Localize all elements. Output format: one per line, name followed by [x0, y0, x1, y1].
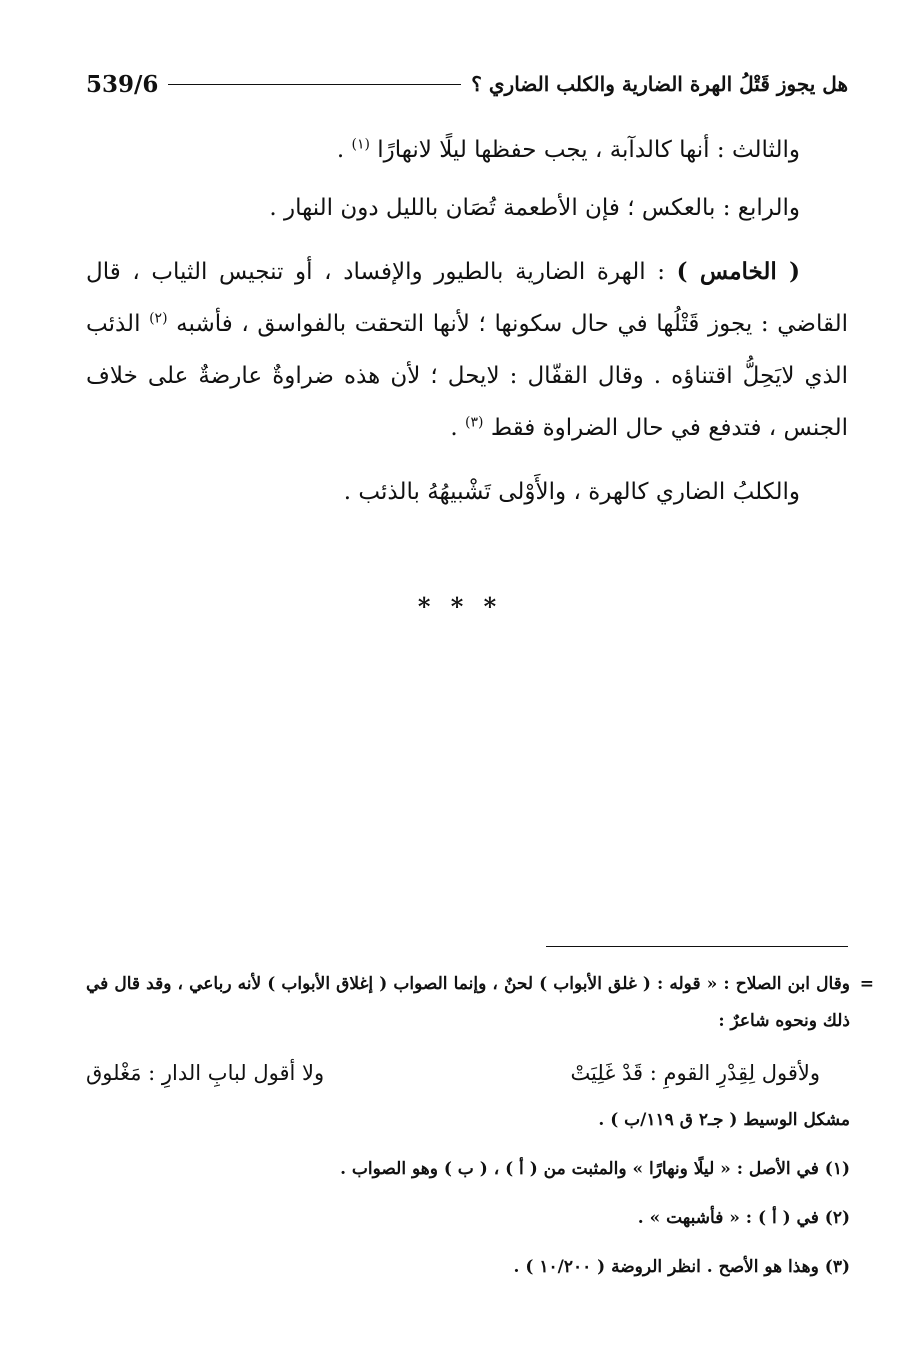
footnote-2: (٢) في ( أ ) : « فأشبهت » . [637, 1208, 850, 1228]
footnote-3: (٣) وهذا هو الأصح . انظر الروضة ( ١٠/٢٠٠ ) . [513, 1257, 850, 1277]
section-separator: * * * [417, 592, 503, 621]
paragraph-third [86, 124, 848, 176]
paragraph-third-end: . [336, 137, 352, 163]
running-title: هل يجوز قَتْلُ الهرة الضارية والكلب الضاري ؟ [471, 72, 848, 96]
main-text [86, 124, 848, 524]
paragraph-dog [86, 466, 848, 518]
poetry-verse [86, 1040, 850, 1102]
footnote-ref-3: (٣) [465, 414, 484, 431]
footnote-1: (١) في الأصل : « ليلًا ونهارًا » والمثبت من ( أ ) ، ( ب ) وهو الصواب . [340, 1159, 850, 1179]
header-rule [168, 84, 461, 85]
paragraph-fifth-text-2: الذئب الذي لايَحِلُّ اقتناؤه . وقال القفّال : لايحل ؛ لأن هذه ضراوةٌ عارضةٌ على خلاف الجنس ، فتدفع في حال الضراوة فقط [86, 311, 848, 441]
verse-second-hemistich: ولا أقول لبابِ الدارِ : مَغْلوق [86, 1061, 325, 1085]
continuation-mark: = [859, 974, 874, 994]
section-label-fifth: ( الخامس ) [676, 258, 800, 285]
running-header [86, 66, 848, 102]
footnote-continuation [86, 966, 874, 1040]
footnote-ref-2: (٢) [149, 310, 168, 327]
footnote-continuation-text: وقال ابن الصلاح : « قوله : ( غلق الأبواب ) لحنٌ ، وإنما الصواب ( إغلاق الأبواب ) لأنه رباعي ، وقد قال في ذلك ونحوه شاعرٌ : [86, 974, 850, 1031]
page-number: 539/6 [86, 70, 159, 98]
paragraph-third-text: والثالث : أنها كالدآبة ، يجب حفظها ليلًا لانهارًا [377, 137, 800, 163]
verse-first-hemistich: ولأقول لِقِدْرِ القومِ : قَدْ غَلِيَتْ [570, 1061, 820, 1085]
footnote-ref-1: (١) [351, 136, 370, 153]
footnote-source: مشكل الوسيط ( جـ٢ ق ١١٩/ب ) . [598, 1110, 850, 1130]
footnotes [86, 966, 874, 1286]
paragraph-fifth [86, 246, 848, 454]
paragraph-fourth [86, 182, 848, 234]
footnote-rule [546, 946, 848, 947]
paragraph-fifth-text-1: : الهرة الضارية بالطيور والإفساد ، أو تنجيس الثياب ، قال القاضي : يجوز قَتْلُها في حال سكونها ؛ لأنها التحقت بالفواسق ، فأشبه [86, 259, 848, 337]
paragraph-fifth-end: . [450, 415, 466, 441]
paragraph-dog-text: والكلبُ الضاري كالهرة ، والأَوْلى تَشْبيهُهُ بالذئب . [343, 479, 800, 505]
paragraph-fourth-text: والرابع : بالعكس ؛ فإن الأطعمة تُصَان بالليل دون النهار . [269, 195, 800, 221]
